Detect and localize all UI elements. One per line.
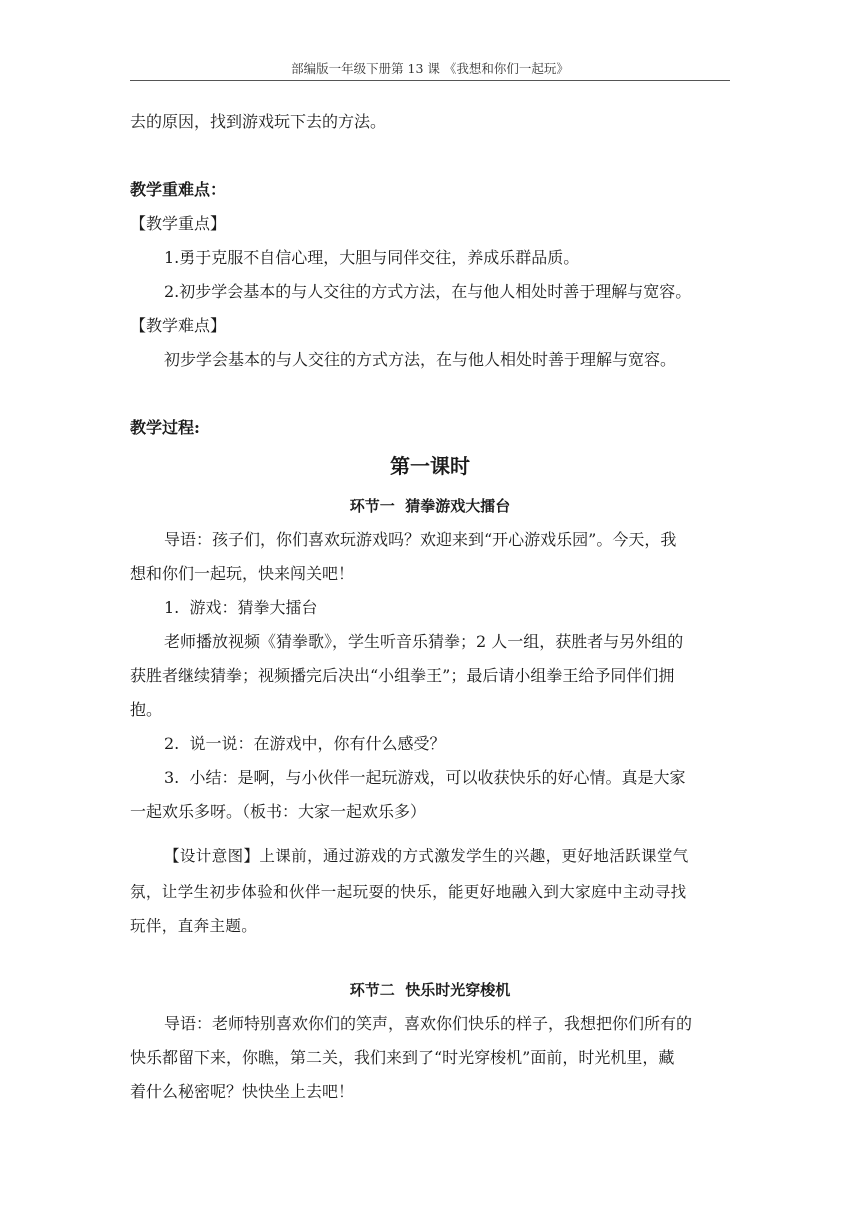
section1-step1-desc: 抱。 — [130, 700, 163, 719]
section1-intro-line: 导语：孩子们，你们喜欢玩游戏吗？欢迎来到“开心游戏乐园”。今天，我 — [164, 530, 677, 549]
section1-step2: 2. 说一说：在游戏中，你有什么感受？ — [164, 734, 446, 753]
header-rule — [130, 80, 730, 81]
difficult-points-heading: 【教学难点】 — [130, 316, 227, 335]
section1-step3: 3. 小结：是啊，与小伙伴一起玩游戏，可以收获快乐的好心情。真是大家 — [164, 768, 686, 787]
section2-title: 环节二 快乐时光穿梭机 — [349, 981, 511, 999]
lesson-title: 第一课时 — [390, 454, 470, 478]
key-point-item: 2.初步学会基本的与人交往的方式方法，在与他人相处时善于理解与宽容。 — [164, 282, 692, 301]
key-points-heading: 【教学重点】 — [130, 214, 227, 233]
intro-continuation: 去的原因，找到游戏玩下去的方法。 — [130, 112, 387, 131]
section1-intro-line: 想和你们一起玩，快来闯关吧！ — [130, 564, 355, 583]
design-intent-line: 氛，让学生初步体验和伙伴一起玩耍的快乐，能更好地融入到大家庭中主动寻找 — [130, 883, 687, 901]
section2-intro-line: 导语：老师特别喜欢你们的笑声，喜欢你们快乐的样子，我想把你们所有的 — [164, 1014, 693, 1033]
process-heading: 教学过程: — [130, 418, 200, 437]
section2-intro-line: 快乐都留下来，你瞧，第二关，我们来到了“时光穿梭机”面前，时光机里，藏 — [130, 1048, 675, 1067]
section1-title: 环节一 猜拳游戏大擂台 — [349, 497, 511, 515]
section2-intro-line: 着什么秘密呢？快快坐上去吧！ — [130, 1082, 355, 1101]
design-intent-line: 【设计意图】上课前，通过游戏的方式激发学生的兴趣，更好地活跃课堂气 — [164, 847, 689, 865]
section1-step1-desc: 获胜者继续猜拳；视频播完后决出“小组拳王”；最后请小组拳王给予同伴们拥 — [130, 666, 675, 685]
key-difficult-heading: 教学重难点： — [130, 180, 227, 199]
page-header: 部编版一年级下册第 13 课 《我想和你们一起玩》 — [291, 61, 569, 76]
difficult-points-text: 初步学会基本的与人交往的方式方法，在与他人相处时善于理解与宽容。 — [164, 350, 677, 369]
key-point-item: 1.勇于克服不自信心理，大胆与同伴交往，养成乐群品质。 — [164, 248, 580, 267]
section1-step1: 1. 游戏：猜拳大擂台 — [164, 598, 318, 617]
design-intent-line: 玩伴，直奔主题。 — [130, 917, 258, 935]
section1-step3: 一起欢乐多呀。（板书：大家一起欢乐多） — [130, 802, 427, 821]
section1-step1-desc: 老师播放视频《猜拳歌》，学生听音乐猜拳；2 人一组，获胜者与另外组的 — [164, 632, 684, 651]
